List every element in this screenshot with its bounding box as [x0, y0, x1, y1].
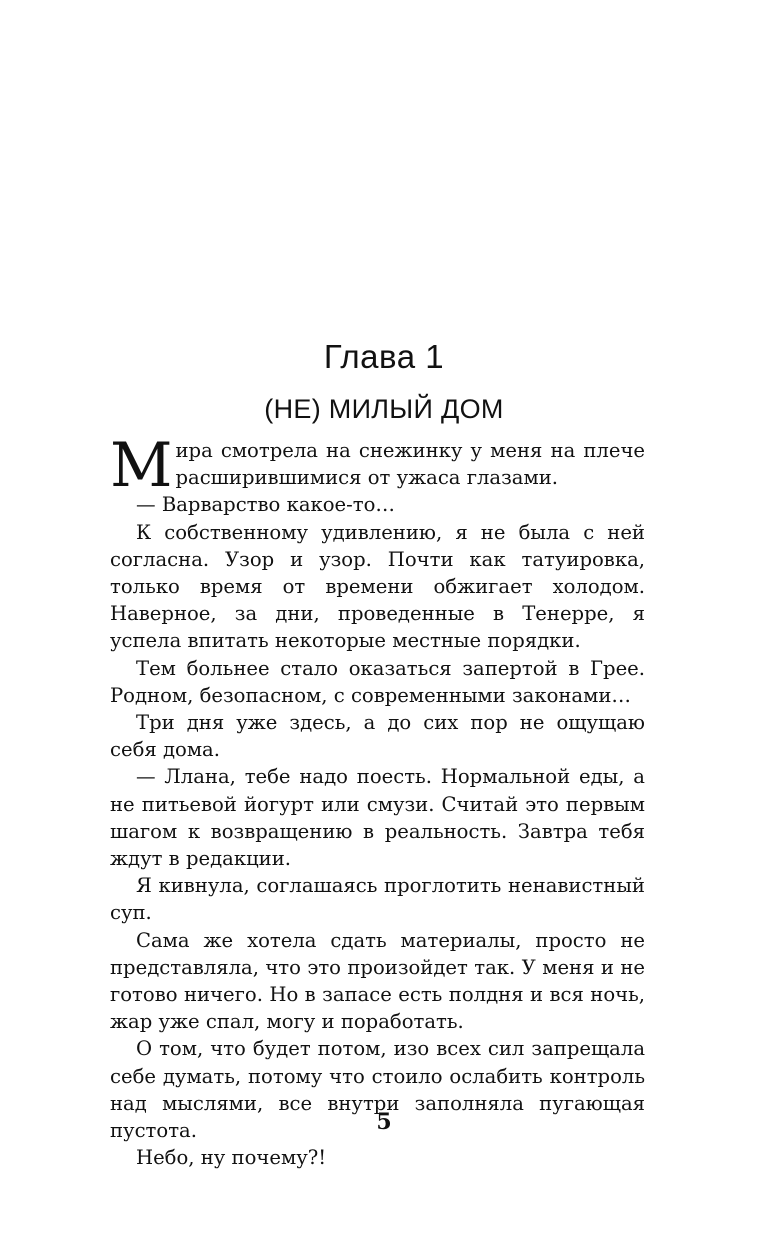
paragraph-1	[110, 430, 645, 501]
chapter-number: Глава 1	[323, 338, 445, 375]
paragraph-4: Тем больнее стало оказаться запертой в Грее. Родном, безопасном, с современными законами…	[110, 656, 645, 707]
paragraph-3: К собственному удивлению, я не была с ней согласна. Узор и узор. Почти как татуировка, только время от времени обжигает холодом. Наверное, за дни, проведенные в Тенерре, я успела впитать некоторые местные порядки.	[110, 520, 645, 653]
paragraph-1-text: ира смотрела на снежинку у меня на плече расширившимися от ужаса глазами.	[175, 439, 645, 490]
drop-cap: М	[110, 430, 173, 501]
paragraph-10: Небо, ну почему?!	[136, 1146, 327, 1170]
paragraph-9: О том, что будет потом, изо всех сил запрещала себе думать, потому что стоило ослабить контроль над мыслями, все внутри заполняла пугающая пустота.	[110, 1037, 645, 1143]
paragraph-2: — Варварство какое-то…	[136, 493, 395, 517]
paragraph-8: Сама же хотела сдать материалы, просто не представляла, что это произойдет так. У меня и не готово ничего. Но в запасе есть полдня и вся ночь, жар уже спал, могу и поработать.	[110, 928, 645, 1034]
paragraph-7: Я кивнула, соглашаясь проглотить ненавистный суп.	[110, 874, 645, 925]
paragraph-5: Три дня уже здесь, а до сих пор не ощущаю себя дома.	[110, 711, 645, 762]
page-number: 5	[376, 1109, 392, 1135]
paragraph-6: — Ллана, тебе надо поесть. Нормальной еды, а не питьевой йогурт или смузи. Считай это первым шагом к возвращению в реальность. Завтра тебя ждут в редакции.	[110, 765, 645, 871]
body-text	[110, 430, 645, 1171]
chapter-title: (НЕ) МИЛЫЙ ДОМ	[264, 394, 504, 424]
